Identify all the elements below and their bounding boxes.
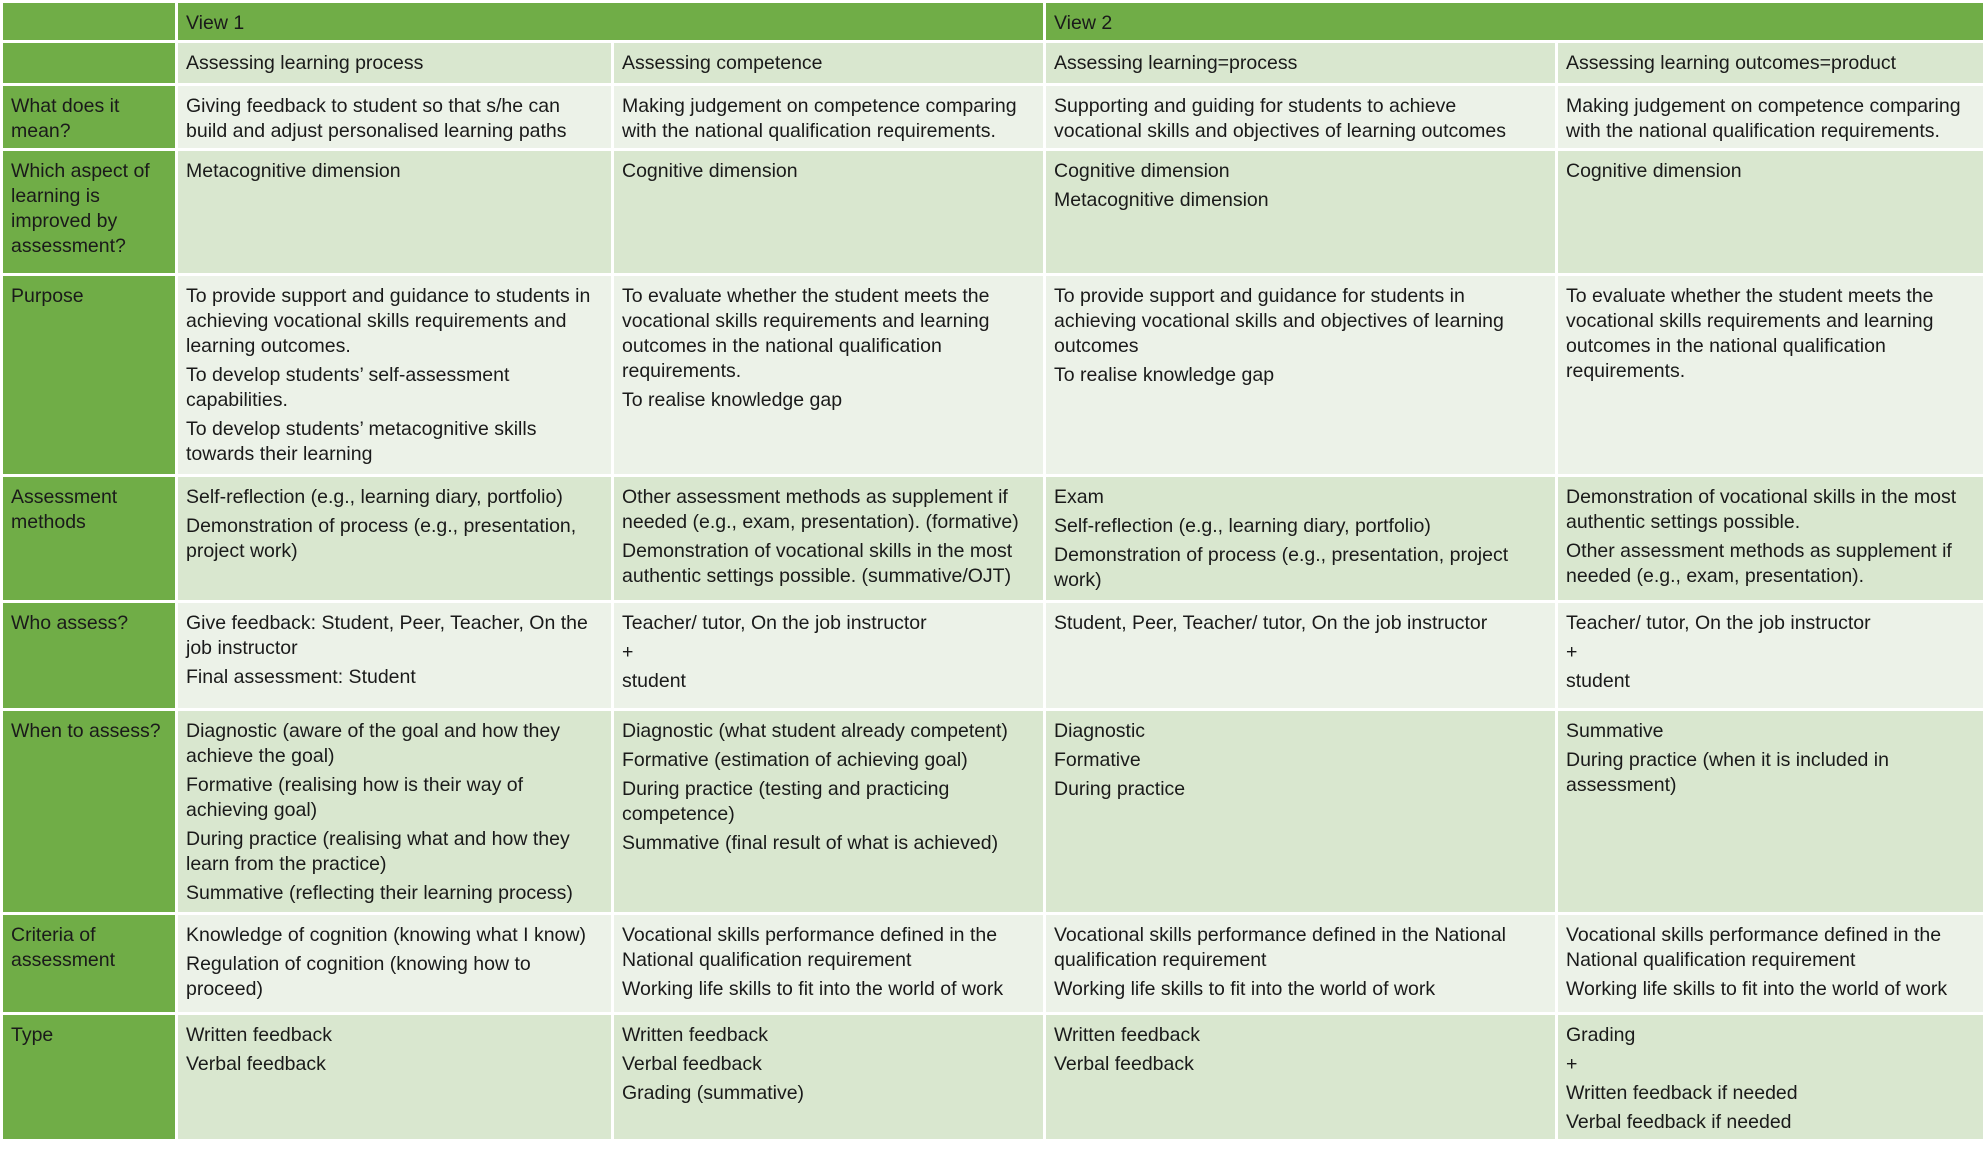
table-cell <box>1046 603 1555 708</box>
cell-line: Student, Peer, Teacher/ tutor, On the job instructor <box>1054 612 1488 634</box>
table-cell <box>178 711 611 912</box>
table-cell <box>614 276 1043 474</box>
table-cell <box>178 603 611 708</box>
table-cell <box>178 1015 611 1139</box>
cell-line: Grading <box>1566 1024 1636 1046</box>
table-cell <box>614 151 1043 273</box>
cell-line: During practice (testing and practicing competence) <box>622 778 950 825</box>
header-corner-cell <box>3 3 175 40</box>
cell-line: Written feedback <box>1054 1024 1200 1046</box>
cell-line: student <box>1566 670 1630 692</box>
cell-line: Teacher/ tutor, On the job instructor <box>622 612 927 634</box>
approach-header-assessing-learning-outcomes: Assessing learning outcomes=product <box>1558 43 1983 83</box>
cell-line: Cognitive dimension <box>1566 160 1742 182</box>
cell-line: To develop students’ self-assessment capabilities. <box>186 364 510 411</box>
cell-line: Verbal feedback <box>186 1053 326 1075</box>
table-cell <box>1558 477 1983 600</box>
cell-line: student <box>622 670 686 692</box>
table-cell <box>614 1015 1043 1139</box>
cell-line: To provide support and guidance for students in achieving vocational skills and objectives of learning outcomes <box>1054 285 1504 357</box>
row-label: When to assess? <box>3 711 175 912</box>
cell-line: To provide support and guidance to students in achieving vocational skills requirements and learning outcomes. <box>186 285 591 357</box>
cell-line: Making judgement on competence comparing with the national qualification requirements. <box>622 95 1017 142</box>
view-header-row <box>3 3 1983 40</box>
table-row-assessment-methods <box>3 477 1983 600</box>
table-cell <box>1558 151 1983 273</box>
cell-line: Demonstration of vocational skills in the most authentic settings possible. <box>1566 486 1957 533</box>
table-cell <box>614 915 1043 1012</box>
cell-line: Demonstration of process (e.g., presentation, project work) <box>1054 544 1509 591</box>
approach-header-row <box>3 43 1983 83</box>
cell-line: Demonstration of process (e.g., presentation, project work) <box>186 515 577 562</box>
table-cell <box>1558 276 1983 474</box>
cell-line: Summative <box>1566 720 1664 742</box>
row-label: Purpose <box>3 276 175 474</box>
table-cell <box>614 603 1043 708</box>
cell-line: Summative (final result of what is achieved) <box>622 832 999 854</box>
cell-line: Metacognitive dimension <box>1054 189 1269 211</box>
cell-line: To evaluate whether the student meets the vocational skills requirements and learning outcomes in the national qualification requirements. <box>1566 285 1934 382</box>
cell-line: Grading (summative) <box>622 1082 805 1104</box>
table-cell <box>178 151 611 273</box>
table-cell <box>1046 276 1555 474</box>
table-row-when-to-assess <box>3 711 1983 912</box>
cell-line: Making judgement on competence comparing with the national qualification requirements. <box>1566 95 1961 142</box>
approach-header-assessing-learning-process-2: Assessing learning=process <box>1046 43 1555 83</box>
cell-line: Knowledge of cognition (knowing what I know) <box>186 924 586 946</box>
cell-line: To realise knowledge gap <box>1054 364 1275 386</box>
table-cell <box>1558 1015 1983 1139</box>
cell-line: Summative (reflecting their learning process) <box>186 882 573 904</box>
cell-line: Working life skills to fit into the world of work <box>622 978 1004 1000</box>
table-cell <box>614 711 1043 912</box>
cell-line: Verbal feedback <box>622 1053 762 1075</box>
cell-line: Teacher/ tutor, On the job instructor <box>1566 612 1871 634</box>
table-cell <box>614 86 1043 148</box>
approach-header-assessing-learning-process: Assessing learning process <box>178 43 611 83</box>
cell-line: Diagnostic (aware of the goal and how they achieve the goal) <box>186 720 560 767</box>
cell-line: Regulation of cognition (knowing how to proceed) <box>186 953 531 1000</box>
row-label: Type <box>3 1015 175 1139</box>
table-cell <box>1046 915 1555 1012</box>
table-cell <box>1558 603 1983 708</box>
table-cell <box>1558 915 1983 1012</box>
cell-line: Final assessment: Student <box>186 666 416 688</box>
table-cell <box>1046 151 1555 273</box>
cell-line: Exam <box>1054 486 1104 508</box>
cell-line: + <box>622 641 634 663</box>
table-row-criteria <box>3 915 1983 1012</box>
cell-line: Vocational skills performance defined in the National qualification requirement <box>1566 924 1942 971</box>
cell-line: Supporting and guiding for students to achieve vocational skills and objectives of learning outcomes <box>1054 95 1506 142</box>
cell-line: Demonstration of vocational skills in the most authentic settings possible. (summative/OJT) <box>622 540 1013 587</box>
cell-line: Written feedback if needed <box>1566 1082 1798 1104</box>
cell-line: Formative (estimation of achieving goal) <box>622 749 968 771</box>
cell-line: + <box>1566 1053 1578 1075</box>
table-cell <box>178 477 611 600</box>
cell-line: Formative <box>1054 749 1141 771</box>
cell-line: Vocational skills performance defined in the National qualification requirement <box>622 924 998 971</box>
cell-line: Working life skills to fit into the world of work <box>1054 978 1436 1000</box>
table-cell <box>1046 1015 1555 1139</box>
cell-line: To evaluate whether the student meets the vocational skills requirements and learning outcomes in the national qualification requirements. <box>622 285 990 382</box>
cell-line: Self-reflection (e.g., learning diary, portfolio) <box>1054 515 1431 537</box>
cell-line: To develop students’ metacognitive skills towards their learning <box>186 418 537 465</box>
view-2-header: View 2 <box>1046 3 1983 40</box>
cell-line: Self-reflection (e.g., learning diary, portfolio) <box>186 486 563 508</box>
table-row-what-does-it-mean <box>3 86 1983 148</box>
cell-line: Diagnostic <box>1054 720 1146 742</box>
table-row-type <box>3 1015 1983 1139</box>
cell-line: Other assessment methods as supplement if needed (e.g., exam, presentation). (formative) <box>622 486 1019 533</box>
row-label: Criteria of assessment <box>3 915 175 1012</box>
view-1-header: View 1 <box>178 3 1043 40</box>
row-label: Who assess? <box>3 603 175 708</box>
cell-line: Verbal feedback <box>1054 1053 1194 1075</box>
table-row-which-aspect <box>3 151 1983 273</box>
table-row-who-assess <box>3 603 1983 708</box>
cell-line: Metacognitive dimension <box>186 160 401 182</box>
cell-line: Written feedback <box>622 1024 768 1046</box>
approach-header-assessing-competence: Assessing competence <box>614 43 1043 83</box>
cell-line: To realise knowledge gap <box>622 389 843 411</box>
row-label: What does it mean? <box>3 86 175 148</box>
cell-line: During practice (realising what and how they learn from the practice) <box>186 828 570 875</box>
cell-line: Diagnostic (what student already competent) <box>622 720 1008 742</box>
cell-line: Vocational skills performance defined in the National qualification requirement <box>1054 924 1507 971</box>
table-cell <box>614 477 1043 600</box>
cell-line: Other assessment methods as supplement if needed (e.g., exam, presentation). <box>1566 540 1952 587</box>
table-cell <box>1558 86 1983 148</box>
cell-line: Verbal feedback if needed <box>1566 1111 1792 1133</box>
cell-line: During practice (when it is included in assessment) <box>1566 749 1889 796</box>
table-cell <box>178 86 611 148</box>
cell-line: Formative (realising how is their way of achieving goal) <box>186 774 524 821</box>
cell-line: Giving feedback to student so that s/he can build and adjust personalised learning paths <box>186 95 567 142</box>
table-cell <box>1046 477 1555 600</box>
table-cell <box>1046 711 1555 912</box>
table-cell <box>178 915 611 1012</box>
cell-line: Cognitive dimension <box>1054 160 1230 182</box>
cell-line: Working life skills to fit into the world of work <box>1566 978 1948 1000</box>
cell-line: Written feedback <box>186 1024 332 1046</box>
row-label: Assessment methods <box>3 477 175 600</box>
cell-line: + <box>1566 641 1578 663</box>
cell-line: During practice <box>1054 778 1186 800</box>
table-row-purpose <box>3 276 1983 474</box>
table-cell <box>1046 86 1555 148</box>
cell-line: Cognitive dimension <box>622 160 798 182</box>
row-label: Which aspect of learning is improved by assessment? <box>3 151 175 273</box>
cell-line: Give feedback: Student, Peer, Teacher, On the job instructor <box>186 612 588 659</box>
subheader-corner-cell <box>3 43 175 83</box>
table-cell <box>178 276 611 474</box>
table-cell <box>1558 711 1983 912</box>
